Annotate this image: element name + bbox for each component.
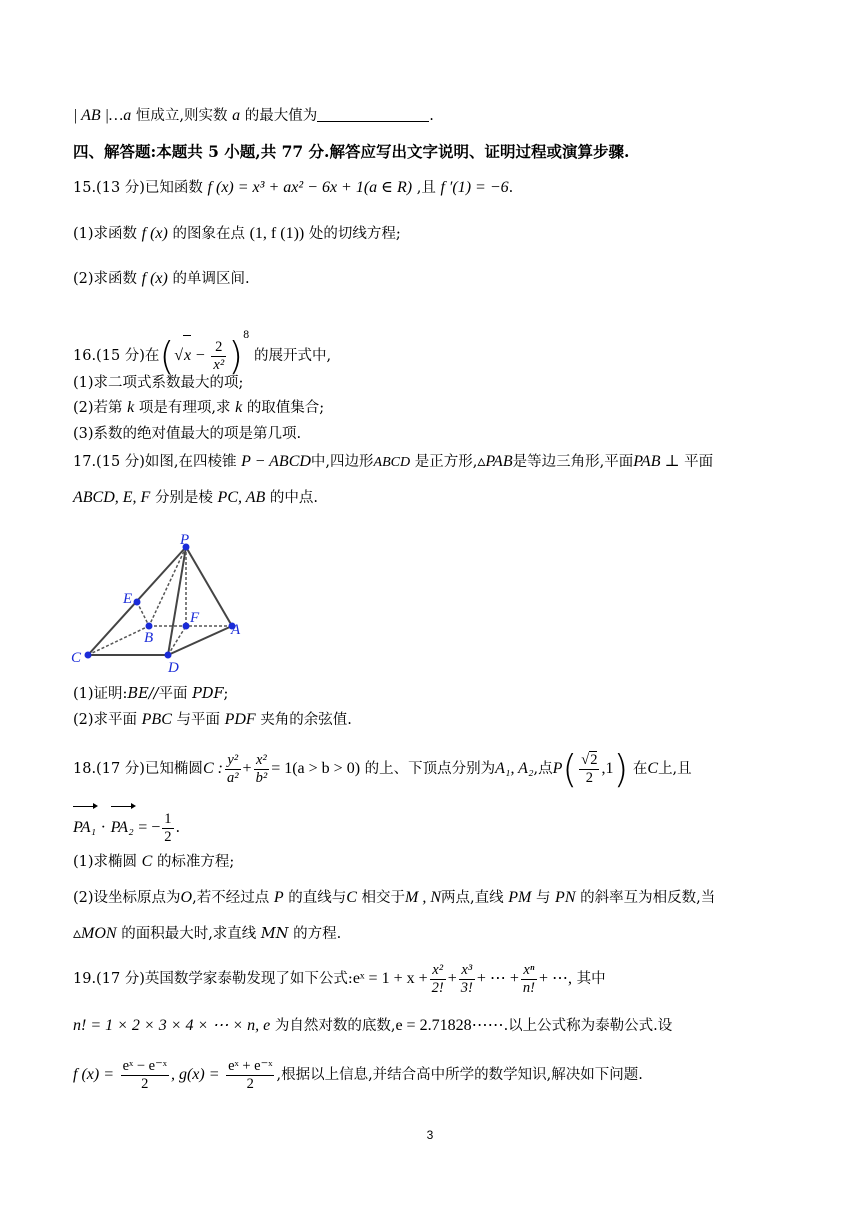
sqrt-x: √x xyxy=(174,347,191,364)
period: . xyxy=(175,820,181,836)
q19-l2-d: .以上公式称为泰勒公式.设 xyxy=(503,1018,673,1034)
q15-part1 xyxy=(73,224,401,244)
q18-PN: PN xyxy=(555,889,576,906)
q18-p2-P: P xyxy=(273,889,284,906)
q16-tail: 的展开式中, xyxy=(254,348,332,364)
q17-label: 17.(15 分)如图,在四棱锥 xyxy=(73,454,237,470)
condition-tail: 的最大值为 xyxy=(244,108,318,124)
frac-num: 2 xyxy=(211,339,226,357)
q15-p2-a: (2)求函数 xyxy=(73,271,138,287)
right-paren: ) xyxy=(228,334,244,378)
q18-c: 在 xyxy=(632,761,648,777)
q17-quad: ABCD xyxy=(373,455,411,470)
abs-ab-expression: | AB |…a xyxy=(73,107,132,124)
point-C xyxy=(85,652,92,659)
q16-k2: k xyxy=(235,399,243,416)
q17-triangle: ▵PAB xyxy=(477,453,513,470)
q18-p2-c: 的直线与 xyxy=(288,890,347,906)
q18-p2-g: 的斜率互为相反数,当 xyxy=(580,890,716,906)
q15-part2 xyxy=(73,269,250,289)
q16-p2-b: 项是有理项,求 xyxy=(138,400,231,416)
dot: · xyxy=(100,819,106,836)
q18-p1-b: 的标准方程; xyxy=(156,854,235,870)
q18-triangle-MON: ▵MON xyxy=(73,925,117,942)
q17-p2-b: PBC xyxy=(141,711,172,728)
q19-stem-line1 xyxy=(73,958,606,1000)
q17-p1-e: ; xyxy=(223,686,229,702)
q18-MN: M , N xyxy=(405,889,441,906)
vector-PA2: PA₂ xyxy=(111,808,134,848)
q15-p1-b: 的图象在点 xyxy=(172,226,245,242)
frac-sinh xyxy=(121,1058,169,1093)
plus: + xyxy=(447,970,457,987)
q18-one: ,1 xyxy=(601,760,614,777)
q18-p2-e: 两点,直线 xyxy=(441,890,504,906)
frac-den: n! xyxy=(522,979,535,996)
power-8: 8 xyxy=(243,330,250,341)
continued-condition-line xyxy=(73,106,434,126)
q18-stem xyxy=(73,748,692,790)
q17-stem-line2 xyxy=(73,488,318,508)
q15-derivative: f ′(1) = −6 xyxy=(440,179,509,196)
vector-PA1: PA₁ xyxy=(73,808,96,848)
q18-p2-f: 与 xyxy=(535,890,551,906)
q18-d: 上,且 xyxy=(658,761,692,777)
left-paren: ( xyxy=(159,334,175,378)
section-title: 四、解答题:本题共 5 小题,共 77 分.解答应写出文字说明、证明过程或演算步骤. xyxy=(73,142,630,161)
period: . xyxy=(429,108,434,124)
q18-vertices: A₁, A₂ xyxy=(495,760,534,777)
frac-cosh xyxy=(226,1058,274,1093)
g-def: , g(x) = xyxy=(170,1066,220,1083)
q18-p2-a: (2)设坐标原点为 xyxy=(73,890,181,906)
minus-sign: − xyxy=(195,347,205,364)
q18-O: O xyxy=(180,889,193,906)
frac-num: x³ xyxy=(459,962,475,980)
y2-over-a2 xyxy=(225,752,241,787)
q16-p2-c: 的取值集合; xyxy=(246,400,325,416)
label-P: P xyxy=(180,532,190,548)
q16-k1: k xyxy=(127,399,135,416)
two-over-x2 xyxy=(211,339,226,374)
frac-xn-nfact xyxy=(521,962,537,997)
q18-p2-b: ,若不经过点 xyxy=(192,890,270,906)
q18-b: ,点 xyxy=(533,761,553,777)
page-number: 3 xyxy=(426,1128,434,1142)
q15-end: . xyxy=(508,180,514,196)
q17-p1-c: 平面 xyxy=(158,686,188,702)
q18-eq: = 1(a > b > 0) xyxy=(271,760,361,777)
f-def: f (x) = xyxy=(73,1066,114,1083)
q15-p1-c: 处的切线方程; xyxy=(308,226,401,242)
q16-label: 16.(15 分)在 xyxy=(73,348,160,364)
q17-p2-d: PDF xyxy=(224,711,256,728)
q19-tail: 其中 xyxy=(576,971,606,987)
q18-p1-a: (1)求椭圆 xyxy=(73,854,138,870)
label-E: E xyxy=(123,591,133,607)
q15-p1-point: (1, f (1)) xyxy=(249,225,305,242)
q18-P: P xyxy=(552,760,563,777)
q19-l3-tail: ,根据以上信息,并结合高中所学的数学知识,解决如下问题. xyxy=(276,1067,643,1083)
q17-d: 平面 xyxy=(684,454,714,470)
q18-vector-condition xyxy=(73,808,180,848)
frac-num: xⁿ xyxy=(521,962,537,980)
frac-den: 2 xyxy=(585,770,593,786)
condition-text: 恒成立,则实数 xyxy=(135,108,228,124)
var-a: a xyxy=(232,107,241,124)
q15-p2-b: 的单调区间. xyxy=(172,271,250,287)
point-E xyxy=(134,599,141,606)
frac-den: x² xyxy=(213,356,225,373)
dots: + ⋯ + xyxy=(476,970,519,987)
plus: + xyxy=(242,760,252,777)
equals-minus: = − xyxy=(138,819,161,836)
q17-l2-a: ABCD, E, F xyxy=(73,489,151,506)
sqrt2-over-2 xyxy=(579,751,599,787)
right-paren: ) xyxy=(613,747,629,791)
q17-l2-c: PC, AB xyxy=(217,489,266,506)
q17-l2-b: 分别是棱 xyxy=(154,490,213,506)
taylor-start: eˣ = 1 + x + xyxy=(352,970,428,987)
taylor-end: + ⋯, xyxy=(538,970,573,987)
x2-over-b2 xyxy=(254,752,270,787)
q17-solid: P − ABCD xyxy=(241,453,311,470)
q18-p1-C: C xyxy=(141,853,153,870)
label-B: B xyxy=(144,630,154,646)
frac-num: eˣ + e⁻ˣ xyxy=(228,1057,273,1074)
q17-p2-a: (2)求平面 xyxy=(73,712,138,728)
q18-C2: C xyxy=(647,760,659,777)
edge-CB-hidden xyxy=(88,626,149,655)
label-A: A xyxy=(231,622,241,638)
q15-label: 15.(13 分)已知函数 xyxy=(73,180,203,196)
q17-stem-line1 xyxy=(73,452,713,473)
sqrt-radicand: x xyxy=(183,335,191,376)
frac-num: x² xyxy=(254,752,270,770)
q18-p2-C: C xyxy=(346,889,357,906)
q18-p2-h: 的面积最大时,求直线 xyxy=(121,926,257,942)
frac-den: 2 xyxy=(246,1075,254,1092)
frac-den: 2 xyxy=(141,1075,149,1092)
left-paren: ( xyxy=(562,747,578,791)
q16-p2-a: (2)若第 xyxy=(73,400,123,416)
q18-MN2: MN xyxy=(260,926,289,942)
q18-p2-i: 的方程. xyxy=(293,926,342,942)
point-B xyxy=(146,623,153,630)
q17-part1 xyxy=(73,684,228,704)
q17-plane1: PAB ⊥ xyxy=(633,453,680,470)
q15-p2-f: f (x) xyxy=(141,270,168,287)
q15-p1-f: f (x) xyxy=(141,225,168,242)
label-C: C xyxy=(71,650,82,666)
q15-p1-a: (1)求函数 xyxy=(73,226,138,242)
frac-den: 3! xyxy=(460,979,473,996)
one-half xyxy=(162,811,173,846)
segment-EB xyxy=(137,602,149,626)
q17-l2-d: 的中点. xyxy=(269,490,318,506)
label-F: F xyxy=(190,610,200,626)
q19-l2-b: 为自然对数的底数, xyxy=(274,1018,396,1034)
edge-PB-hidden xyxy=(149,547,186,626)
point-F xyxy=(183,623,190,630)
frac-x3-3fact xyxy=(459,962,475,997)
label-D: D xyxy=(168,660,179,675)
frac-den: b² xyxy=(255,769,268,786)
q16-stem xyxy=(73,316,331,376)
q16-part3: (3)系数的绝对值最大的项是第几项. xyxy=(73,426,302,442)
e-value: e = 2.71828⋯⋯ xyxy=(395,1017,504,1034)
q17-c: 是等边三角形,平面 xyxy=(512,454,634,470)
q17-p2-c: 与平面 xyxy=(176,712,220,728)
q16-part2 xyxy=(73,398,324,418)
q15-cond: ,且 xyxy=(416,180,436,196)
q17-b: 是正方形, xyxy=(414,454,478,470)
q17-p1-a: (1)证明: xyxy=(73,686,128,702)
q18-C: C : xyxy=(202,760,223,777)
factorial-def: n! = 1 × 2 × 3 × 4 × ⋯ × n, e xyxy=(73,1017,271,1034)
q17-p2-e: 夹角的余弦值. xyxy=(260,712,352,728)
q15-function: f (x) = x³ + ax² − 6x + 1(a ∈ R) xyxy=(207,179,413,196)
frac-num: √2 xyxy=(581,752,598,768)
q19-label: 19.(17 分)英国数学家泰勒发现了如下公式: xyxy=(73,971,353,987)
frac-den: 2 xyxy=(164,828,172,845)
frac-x2-2fact xyxy=(430,962,446,997)
q18-part2-line1 xyxy=(73,888,715,908)
q18-label: 18.(17 分)已知椭圆 xyxy=(73,761,203,777)
q17-p1-b: BE// xyxy=(127,686,159,702)
sqrt-radicand: 2 xyxy=(590,752,598,768)
q18-p2-d: 相交于 xyxy=(361,890,405,906)
q17-p1-d: PDF xyxy=(192,686,224,702)
frac-num: y² xyxy=(225,752,241,770)
q16-part1: (1)求二项式系数最大的项; xyxy=(73,375,244,391)
frac-num: x² xyxy=(430,962,446,980)
q17-a: 中,四边形 xyxy=(310,454,374,470)
frac-num: 1 xyxy=(164,810,172,827)
q15-stem xyxy=(73,178,513,198)
q17-part2 xyxy=(73,710,352,730)
q19-stem-line2 xyxy=(73,1016,672,1036)
pyramid-figure xyxy=(66,530,256,675)
frac-den: a² xyxy=(226,769,239,786)
frac-num: eˣ − e⁻ˣ xyxy=(122,1057,167,1074)
q19-stem-line3 xyxy=(73,1052,643,1098)
q18-part1 xyxy=(73,852,234,872)
answer-blank[interactable] xyxy=(317,107,429,122)
q18-PM: PM xyxy=(508,889,532,906)
q18-a: 的上、下顶点分别为 xyxy=(364,761,496,777)
point-D xyxy=(165,652,172,659)
q18-part2-line2 xyxy=(73,924,341,944)
frac-den: 2! xyxy=(431,979,444,996)
